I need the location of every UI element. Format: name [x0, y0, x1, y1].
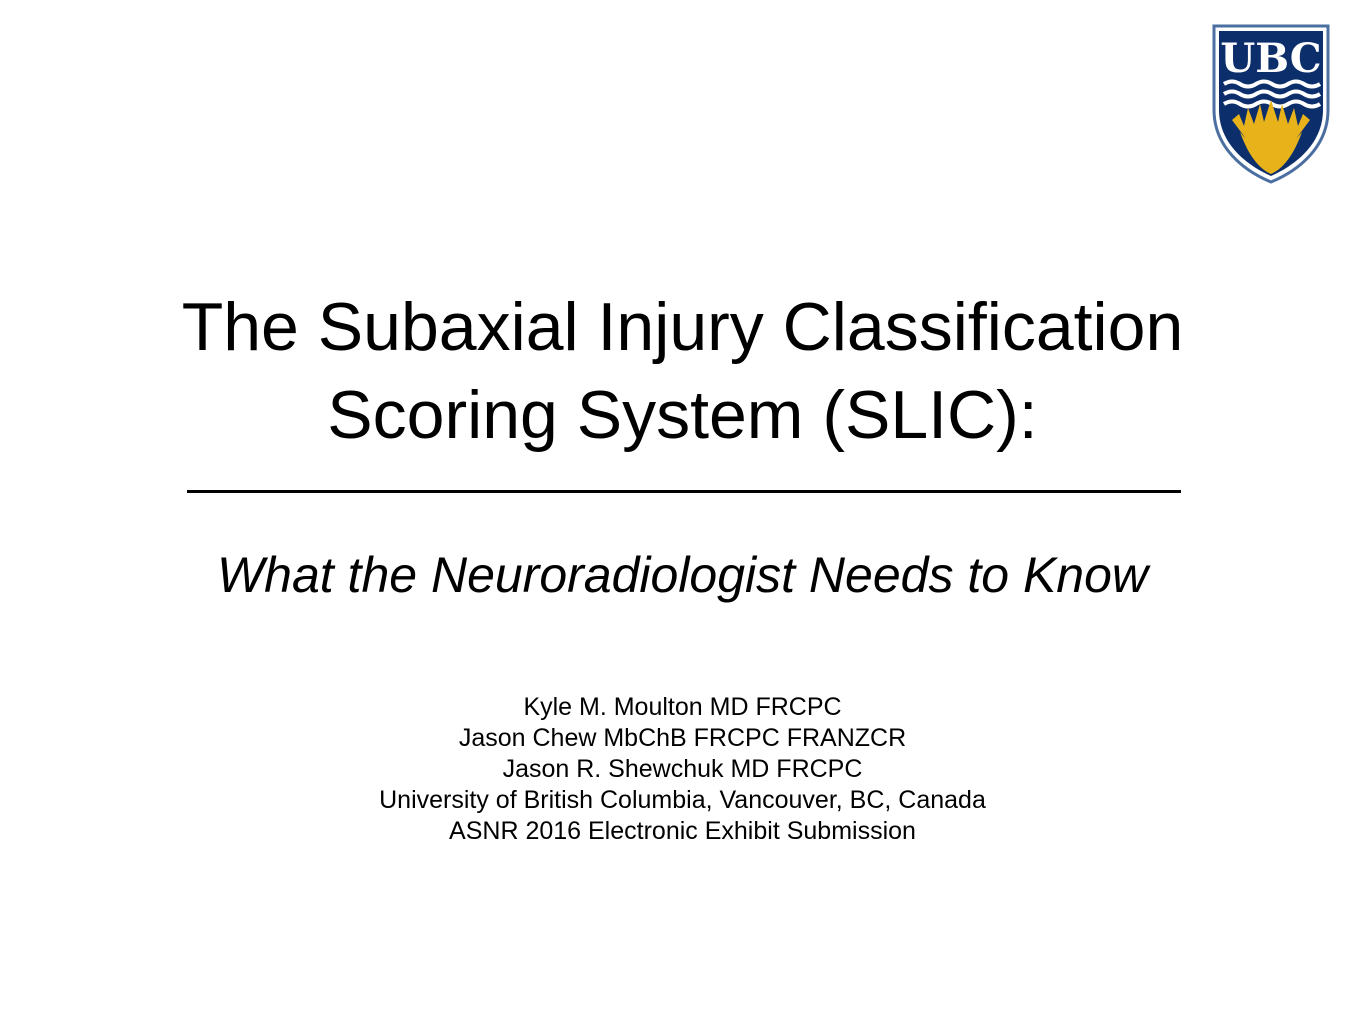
- title-divider: [187, 490, 1181, 493]
- slide-subtitle: What the Neuroradiologist Needs to Know: [216, 547, 1149, 603]
- author-line: Jason Chew MbChB FRCPC FRANZCR: [458, 724, 907, 752]
- author-line: Jason R. Shewchuk MD FRCPC: [502, 755, 863, 783]
- title-line-2: Scoring System (SLIC):: [327, 377, 1038, 453]
- ubc-shield-icon: [1210, 22, 1332, 186]
- submission-line: ASNR 2016 Electronic Exhibit Submission: [449, 817, 916, 845]
- title-line-1: The Subaxial Injury Classification: [181, 289, 1184, 365]
- ubc-logo: [1210, 22, 1332, 186]
- author-line: Kyle M. Moulton MD FRCPC: [523, 693, 842, 721]
- slide-title: [0, 283, 1365, 459]
- author-block: [0, 692, 1365, 847]
- svg-text:UBC: UBC: [1220, 35, 1322, 82]
- affiliation-line: University of British Columbia, Vancouver, BC, Canada: [379, 786, 986, 814]
